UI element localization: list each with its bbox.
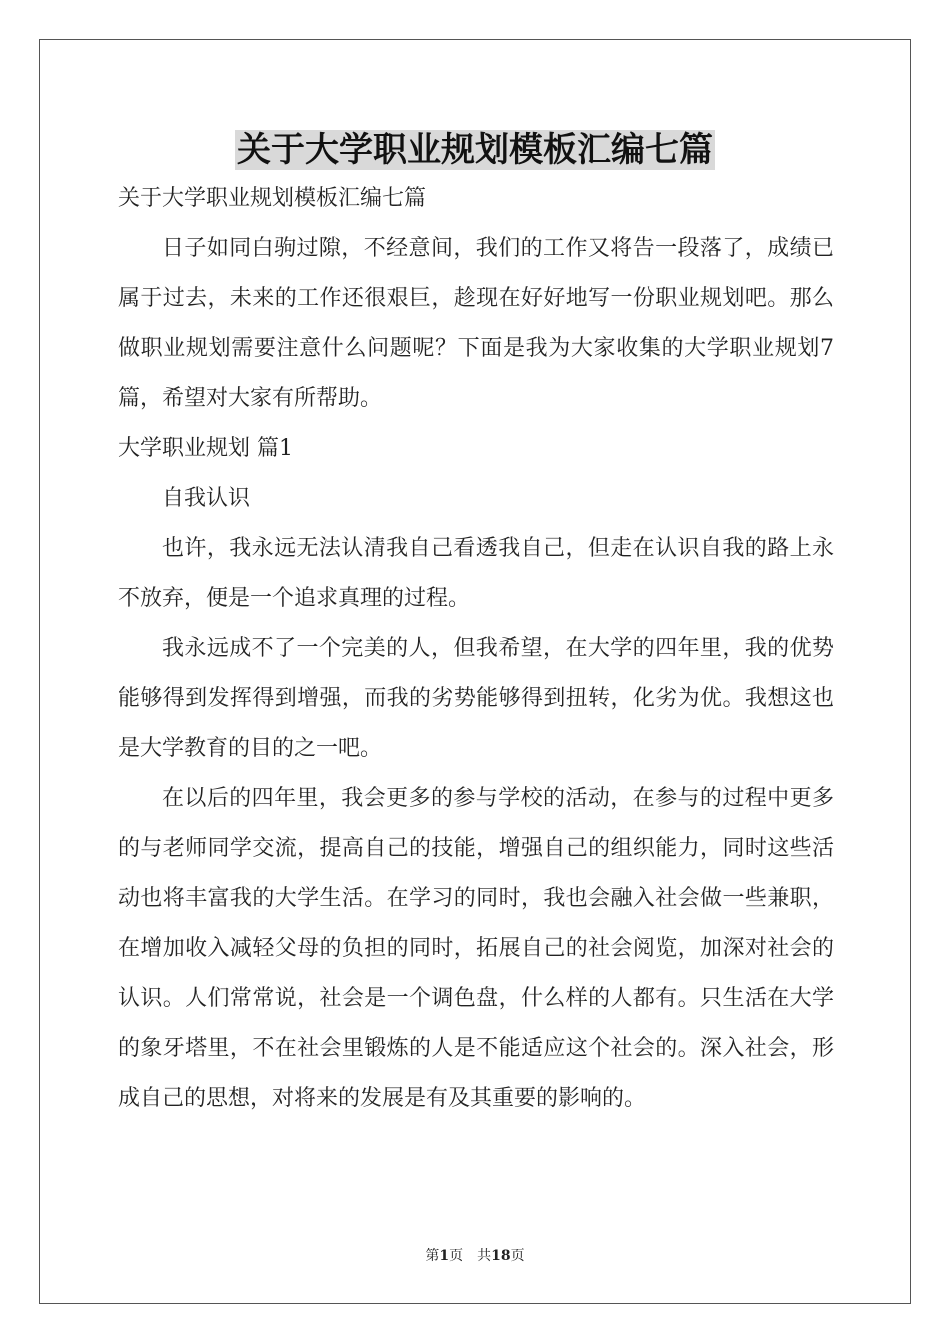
intro-paragraph: 日子如同白驹过隙，不经意间，我们的工作又将告一段落了，成绩已属于过去，未来的工作还很艰巨，趁现在好好地写一份职业规划吧。那么做职业规划需要注意什么问题呢？下面是我为大家收集的大学职业规划7篇，希望对大家有所帮助。 [118,236,834,411]
page-footer [0,1246,950,1266]
document-title [0,126,950,174]
document-title-text: 关于大学职业规划模板汇编七篇 [237,130,713,170]
subsection-heading: 自我认识 [162,486,251,511]
total-page-count: 18 [491,1248,511,1264]
page-label-suffix: 页 [510,1248,525,1264]
body-paragraph: 在以后的四年里，我会更多的参与学校的活动，在参与的过程中更多的与老师同学交流，提高自己的技能，增强自己的组织能力，同时这些活动也将丰富我的大学生活。在学习的同时，我也会融入社会做一些兼职，在增加收入减轻父母的负担的同时，拓展自己的社会阅览，加深对社会的认识。人们常常说，社会是一个调色盘，什么样的人都有。只生活在大学的象牙塔里，不在社会里锻炼的人是不能适应这个社会的。深入社会，形成自己的思想，对将来的发展是有及其重要的影响的。 [118,786,834,1111]
section-heading: 大学职业规划 篇1 [118,436,293,461]
current-page-number: 1 [439,1248,450,1264]
subtitle-paragraph: 关于大学职业规划模板汇编七篇 [118,186,427,211]
document-body [118,174,834,1124]
page-label-mid: 页 共 [449,1248,492,1264]
body-paragraph: 也许，我永远无法认清我自己看透我自己，但走在认识自我的路上永不放弃，便是一个追求真理的过程。 [118,536,834,611]
body-paragraph: 我永远成不了一个完美的人，但我希望，在大学的四年里，我的优势能够得到发挥得到增强，而我的劣势能够得到扭转，化劣为优。我想这也是大学教育的目的之一吧。 [118,636,834,761]
page-label-prefix: 第 [425,1248,440,1264]
